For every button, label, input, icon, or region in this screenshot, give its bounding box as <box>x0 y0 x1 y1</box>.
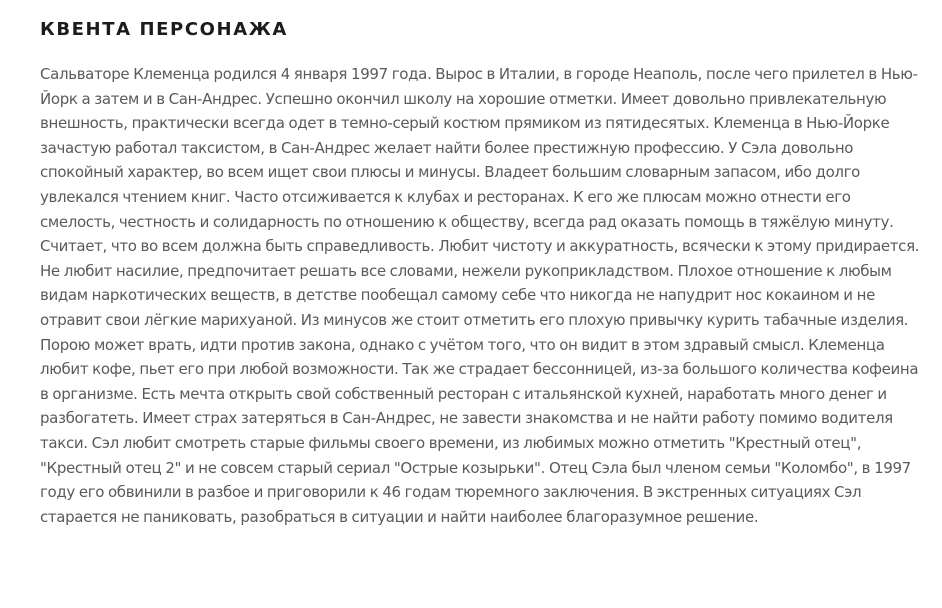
section-title: КВЕНТА ПЕРСОНАЖА <box>40 19 288 40</box>
character-backstory-section <box>40 18 920 529</box>
backstory-text: Сальваторе Клеменца родился 4 января 1997 года. Вырос в Италии, в городе Неаполь, после чего прилетел в Нью-Йорк а затем и в Сан-Андрес. Успешно окончил школу на хорошие отметки. Имеет довольно привлекательную внешность, практически всегда одет в темно-серый костюм прямиком из пятидесятых. Клеменца в Нью-Йорке зачастую работал таксистом, в Сан-Андрес желает найти более престижную профессию. У Сэла довольно спокойный характер, во всем ищет свои плюсы и минусы. Владеет большим словарным запасом, ибо долго увлекался чтением книг. Часто отсиживается к клубах и ресторанах. К его же плюсам можно отнести его смелость, честность и солидарность по отношению к обществу, всегда рад оказать помощь в тяжёлую минуту. Считает, что во всем должна быть справедливость. Любит чистоту и аккуратность, всячески к этому придирается. Не любит насилие, предпочитает решать все словами, нежели рукоприкладством. Плохое отношение к любым видам наркотических веществ, в детстве пообещал самому себе что никогда не напудрит нос кокаином и не отравит свои лёгкие марихуаной. Из минусов же стоит отметить его плохую привычку курить табачные изделия. Порою может врать, идти против закона, однако с учётом того, что он видит в этом здравый смысл. Клеменца любит кофе, пьет его при любой возможности. Так же страдает бессонницей, из-за большого количества кофеина в организме. Есть мечта открыть свой собственный ресторан с итальянской кухней, наработать много денег и разбогатеть. Имеет страх затеряться в Сан-Андрес, не завести знакомства и не найти работу помимо водителя такси. Сэл любит смотреть старые фильмы своего времени, из любимых можно отметить "Крестный отец", "Крестный отец 2" и не совсем старый сериал "Острые козырьки". Отец Сэла был членом семьи "Коломбо", в 1997 году его обвинили в разбое и приговорили к 46 годам тюремного заключения. В экстренных ситуациях Сэл старается не паниковать, разобраться в ситуации и найти наиболее благоразумное решение. <box>40 65 920 526</box>
